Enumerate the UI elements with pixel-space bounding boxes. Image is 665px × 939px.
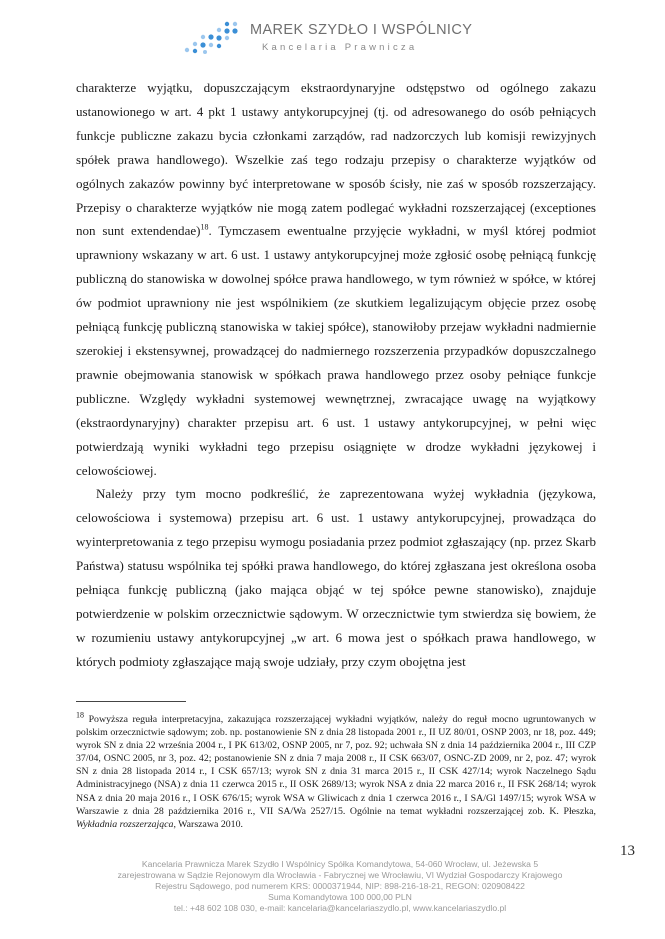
firm-name: MAREK SZYDŁO I WSPÓLNICY (250, 22, 473, 38)
footnote-reference: 18 (200, 223, 209, 233)
footer-line-1: Kancelaria Prawnicza Marek Szydło I Wspólnicy Spółka Komandytowa, 54-060 Wrocław, ul. Jeżewska 5 (141, 859, 539, 869)
footer-line-4: Suma Komandytowa 100 000,00 PLN (268, 891, 412, 902)
main-text (76, 76, 596, 674)
footnote-book-title: Wykładnia rozszerzająca (76, 818, 174, 830)
paragraph-1 (76, 76, 596, 482)
paragraph-2: Należy przy tym mocno podkreślić, że zaprezentowana wyżej wykładnia (językowa, celowościowa i systemowa) przepisu art. 6 ust. 1 ustawy antykorupcyjnej, prowadząca do wyinterpretowania z tego przepisu wymogu posiadania przez podmiot zgłaszający (np. przez Skarb Państwa) statusu wspólnika tej spółki prawa handlowego, do której zgłaszana jest określona osoba pełniąca funkcję publiczną (jako mająca objąć w tej spółce pewne stanowisko), znajduje potwierdzenie w polskim orzecznictwie sądowym. W orzecznictwie tym stwierdza się bowiem, że w rozumieniu ustawy antykorupcyjnej „w art. 6 mowa jest o spółkach prawa handlowego, w których podmioty zgłaszające mają swoje udziały, przy czym obojętna jest (76, 486, 596, 669)
paragraph-1-part-b: . Tymczasem ewentualne przyjęcie wykładni, w myśl której podmiot uprawniony wskazany w art. 6 ust. 1 ustawy antykorupcyjnej może zgłosić osobę pełniącą funkcję publiczną do stanowiska w dowolnej spółce prawa handlowego, w tym również w spółce, w której ów podmiot uprawniony nie jest wspólnikiem (ze skutkiem legalizującym objęcie przez osobę pełniącą funkcję publiczną stanowiska w takiej spółce), stanowiłoby przejaw wykładni nadmiernie szerokiej i ekstensywnej, prowadzącej do nadmiernego rozszerzenia przypadków dopuszczalnego prawnie obejmowania stanowisk w spółkach prawa handlowego przez osoby pełniące funkcje publiczne. Względy wykładni systemowej wewnętrznej, zwracające uwagę na wyjątkowy (ekstraordynaryjny) charakter przepisu art. 6 ust. 1 ustawy antykorupcyjnej, w pełni więc potwierdzają wyniki wykładni tego przepisu osiągnięte w drodze wykładni językowej i celowościowej. (76, 223, 596, 478)
page-footer (70, 859, 610, 914)
footnote-text-b: , Warszawa 2010. (173, 818, 243, 830)
paragraph-1-part-a: charakterze wyjątku, dopuszczającym ekstraordynaryjne odstępstwo od ogólnego zakazu ustanowionego w art. 4 pkt 1 ustawy antykorupcyjnej (tj. od adresowanego do osób pełniących funkcje publiczne zakazu bycia członkami zarządów, rad nadzorczych lub komisji rewizyjnych spółek prawa handlowego). Wszelkie zaś tego rodzaju przepisy o charakterze wyjątków od ogólnych zakazów powinny być interpretowane w sposób ścisły, nie zaś w sposób rozszerzający. Przepisy o charakterze wyjątków nie mogą zatem podlegać wykładni rozszerzającej (exceptiones non sunt extendendae) (76, 80, 596, 239)
footnote-text-a: Powyższa reguła interpretacyjna, zakazująca rozszerzającej wykładni wyjątków, należy do reguł mocno ugruntowanych w polskim orzecznictwie sądowym; zob. np. postanowienie SN z dnia 28 listopada 2001 r., II UZ 80/01, OSNP 2003, nr 18, poz. 449; wyrok SN z dnia 22 września 2004 r., I PK 613/02, OSNP 2005, nr 7, poz. 92; uchwała SN z dnia 14 października 2004 r., III CZP 37/04, OSNC 2005, nr 3, poz. 42; postanowienie SN z dnia 7 maja 2008 r., II CSK 663/07, OSNC-ZD 2009, nr 2, poz. 47; wyrok SN z dnia 28 listopada 2014 r., I CSK 657/13; wyrok SN z dnia 31 marca 2015 r., II CSK 427/14; wyrok Naczelnego Sądu Administracyjnego (NSA) z dnia 11 czerwca 2015 r., II OSK 2689/13; wyrok NSA z dnia 22 marca 2016 r., II FSK 268/14; wyrok NSA z dnia 20 maja 2016 r., I OSK 676/15; wyrok WSA w Gliwicach z dnia 1 czerwca 2016 r., I SA/Gl 1497/15; wyrok WSA w Warszawie z dnia 28 października 2016 r., VII SA/Wa 2527/15. Ogólnie na temat wykładni rozszerzającej zob. K. Płeszka, (76, 714, 596, 817)
firm-logo-icon (183, 20, 241, 54)
firm-subtitle: Kancelaria Prawnicza (262, 42, 418, 53)
footer-line-2: zarejestrowana w Sądzie Rejonowym dla Wrocławia - Fabrycznej we Wrocławiu, VI Wydział Gospodarczy Krajowego (117, 869, 563, 880)
footer-line-5: tel.: +48 602 108 030, e-mail: kancelaria@kancelariaszydlo.pl, www.kancelariaszydlo.pl (173, 902, 507, 913)
footnote-separator (76, 701, 186, 702)
page-number: 13 (620, 843, 635, 859)
footnote-18 (76, 710, 596, 831)
footer-line-3: Rejestru Sądowego, pod numerem KRS: 0000371944, NIP: 898-216-18-21, REGON: 020908422 (155, 880, 525, 891)
footnote-number: 18 (76, 710, 84, 720)
